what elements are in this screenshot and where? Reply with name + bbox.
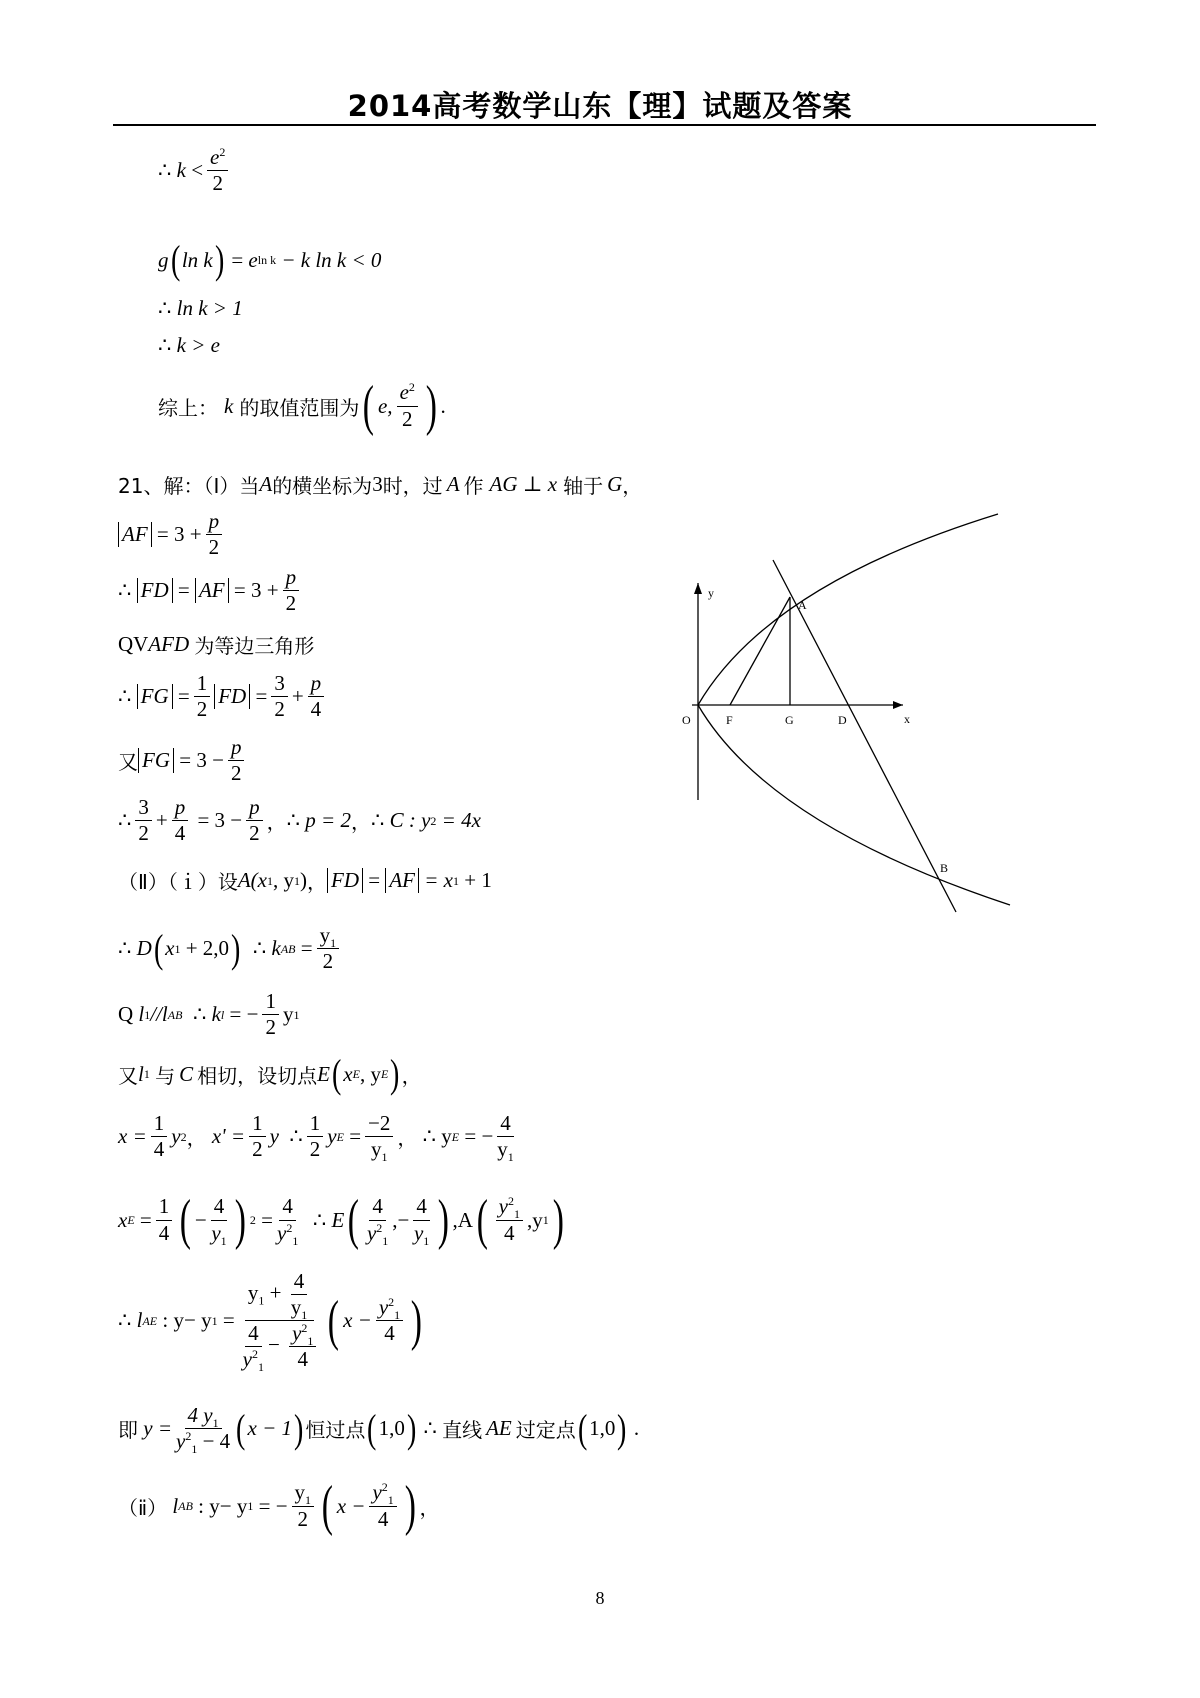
line-l-AE: ∴ l AE : y− y 1 = $y_1$ + $\frac{4}{y_1}$ $\frac{4}{y^2_1}$ − $\frac{y^2_1}{4}$ ( x − $\frac{y^2_1}{4}$ ) <box>118 1269 423 1375</box>
label-D: D <box>838 713 847 727</box>
line-FD-AF: ∴ FD = AF = 3 + $\frac{p}{2}$ <box>118 566 303 615</box>
line-21-intro: 21、解：（Ⅰ）当 A 的横坐标为 3 时，过 A 作 AG ⊥ x 轴于 G ， <box>118 472 643 498</box>
line-g-lnk: g ( ln k ) = e ln k − k ln k < 0 <box>158 237 382 282</box>
line-AF: AF = 3 + $\frac{p}{2}$ <box>118 510 226 559</box>
label-O: O <box>682 713 691 727</box>
line-E-coords: x E = $\frac{1}{4}$ ( − $\frac{4}{y_1}$ ) 2 = $\frac{4}{y^2_1}$ ∴ E ( $\frac{4}{y^2_1}$ , − $\frac{4}{y_1}$ ) , A ( $\frac{y^2_1}{4}$ , y 1 ) <box>118 1189 564 1251</box>
x-axis-arrow <box>893 701 903 709</box>
line-D-kAB: ∴ D ( x 1 + 2,0 ) ∴ k AB = $\frac{y_1}{2}$ <box>118 924 343 973</box>
label-G: G <box>785 713 794 727</box>
line-lnk-gt-1: ∴ ln k > 1 <box>158 296 243 320</box>
page-number: 8 <box>595 1588 605 1608</box>
line-derivative: x = $\frac{1}{4}$ y 2 ， x' = $\frac{1}{2}$ y ∴ $\frac{1}{2}$ y E = $\frac{-2}{y_1}$ ， ∴ y E = − $\frac{4}{y_1}$ <box>118 1111 514 1165</box>
label-x: x <box>904 712 910 726</box>
parabola-curve <box>698 514 1010 905</box>
parabola-figure <box>640 500 1020 940</box>
segment-AF <box>730 597 790 705</box>
line-part2-i: （Ⅱ）（ｉ）设 A(x 1 , y 1 ) ， FD = AF = x 1 + 1 <box>118 868 492 894</box>
line-equilateral: QV AFD 为等边三角形 <box>118 632 315 658</box>
line-l1-parallel: Q l 1 //l AB ∴ k l = − $\frac{1}{2}$ y 1 <box>118 989 300 1040</box>
label-y: y <box>708 586 714 600</box>
y-axis-arrow <box>694 583 702 594</box>
label-B: B <box>940 861 949 875</box>
line-p-equals-2: ∴ $\frac{3}{2}$ + $\frac{p}{4}$ = 3 − $\frac{p}{2}$ ， ∴ p = 2 ， ∴ C : y 2 = 4x <box>118 795 481 846</box>
line-fixed-point: 即 y = $\frac{4 y_1}{y^2_1 - 4}$ ( x − 1 ) 恒过点 ( 1,0 ) ∴ 直线 AE 过定点 ( 1,0 ) . <box>118 1403 640 1457</box>
line-summary: 综上： k 的取值范围为 ( e, $\frac{e^2}{2}$ ) . <box>158 375 446 437</box>
label-A: A <box>798 598 807 612</box>
header-rule <box>113 124 1096 126</box>
line-tangent: 又 l 1 与 C 相切，设切点 E ( x E , y E ) ， <box>118 1051 422 1096</box>
line-AB <box>773 560 956 912</box>
page-title: 2014高考数学山东【理】试题及答案 <box>347 89 853 123</box>
label-F: F <box>726 713 733 727</box>
slope-fraction: $y_1$ + $\frac{4}{y_1}$ $\frac{4}{y^2_1}$ − $\frac{y^2_1}{4}$ <box>239 1270 321 1371</box>
line-k-gt-e: ∴ k > e <box>158 333 220 357</box>
line-part-ii: （ⅱ） l AB : y− y 1 = − $\frac{y_1}{2}$ ( x − $\frac{y^2_1}{4}$ ) ， <box>118 1475 440 1537</box>
line-k-lt-e2over2: ∴ k < $\frac{e^2}{2}$ <box>158 146 232 195</box>
line-FG: ∴ FG = $\frac{1}{2}$ FD = $\frac{3}{2}$ + $\frac{p}{4}$ <box>118 672 328 721</box>
line-FG-again: 又 FG = 3 − $\frac{p}{2}$ <box>118 736 248 785</box>
